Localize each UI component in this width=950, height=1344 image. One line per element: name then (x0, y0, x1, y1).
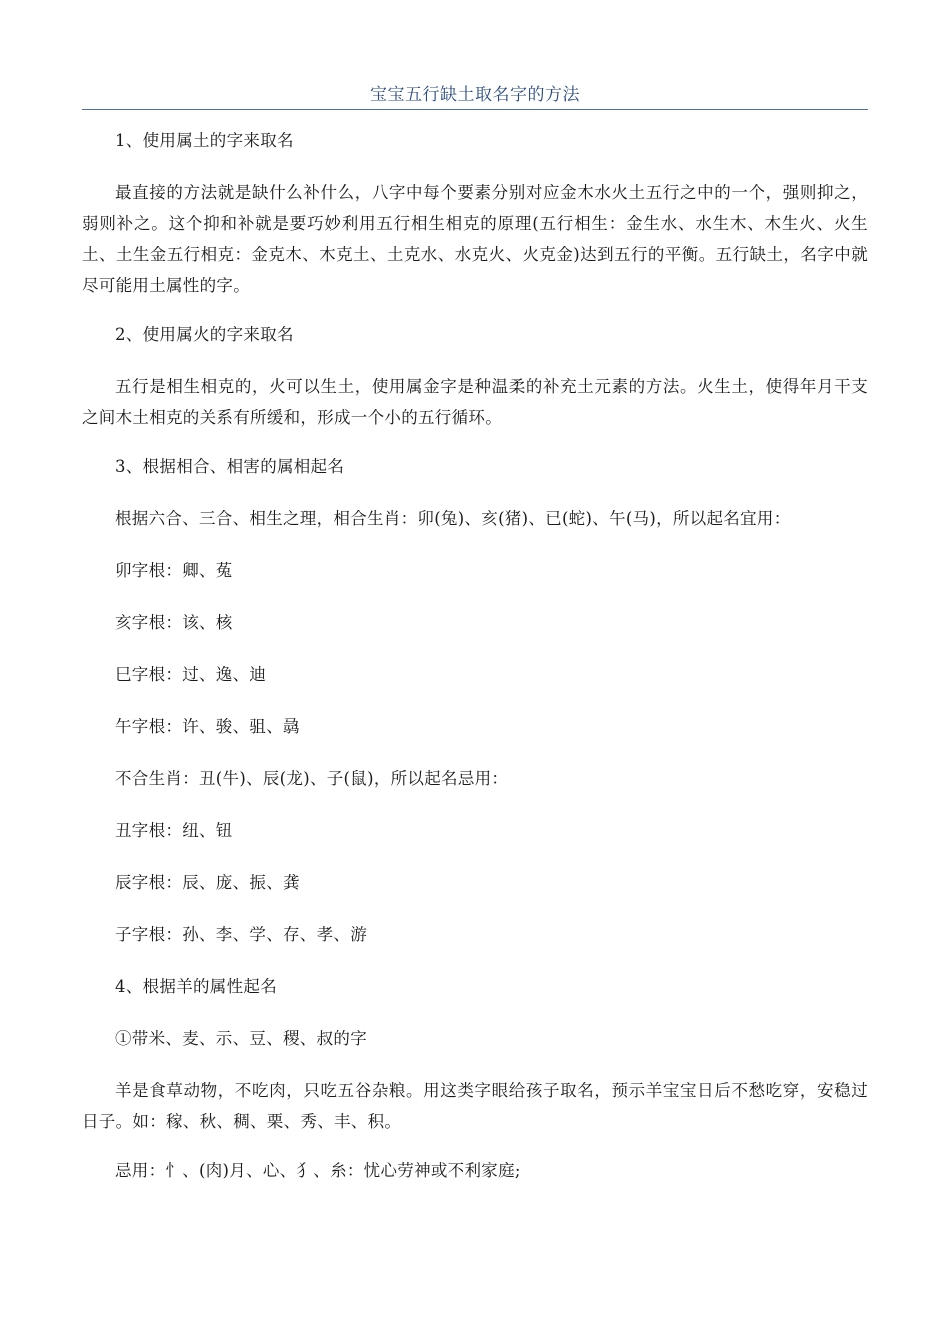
heading-4: 4、根据羊的属性起名 (115, 977, 277, 996)
title-divider (82, 109, 868, 110)
paragraph: 五行是相生相克的，火可以生土，使用属金字是种温柔的补充土元素的方法。火生土，使得年月干支之间木土相克的关系有所缓和，形成一个小的五行循环。 (82, 377, 868, 427)
list-item: 巳字根：过、逸、迪 (115, 665, 267, 684)
sub-heading: ①带米、麦、示、豆、稷、叔的字 (115, 1029, 367, 1048)
heading-3: 3、根据相合、相害的属相起名 (115, 457, 345, 476)
list-item: 午字根：许、骏、驵、骉 (115, 717, 300, 736)
paragraph: 羊是食草动物，不吃肉，只吃五谷杂粮。用这类字眼给孩子取名，预示羊宝宝日后不愁吃穿，安稳过日子。如：稼、秋、稠、栗、秀、丰、积。 (82, 1081, 868, 1131)
paragraph: 忌用：忄、(肉)月、心、犭、糸：忧心劳神或不利家庭; (115, 1161, 521, 1180)
list-item: 子字根：孙、李、学、存、孝、游 (115, 925, 367, 944)
list-item: 卯字根：卿、菟 (115, 561, 233, 580)
paragraph: 最直接的方法就是缺什么补什么，八字中每个要素分别对应金木水火土五行之中的一个，强则抑之，弱则补之。这个抑和补就是要巧妙利用五行相生相克的原理(五行相生：金生水、水生木、木生火、火生土、土生金五行相克：金克木、木克土、土克水、水克火、火克金)达到五行的平衡。五行缺土，名字中就尽可能用土属性的字。 (82, 183, 868, 295)
document-body (82, 125, 868, 1207)
paragraph: 根据六合、三合、相生之理，相合生肖：卯(兔)、亥(猪)、已(蛇)、午(马)，所以起名宜用： (115, 509, 791, 528)
paragraph: 不合生肖：丑(牛)、辰(龙)、子(鼠)，所以起名忌用： (115, 769, 509, 788)
list-item: 丑字根：纽、钮 (115, 821, 233, 840)
heading-2: 2、使用属火的字来取名 (115, 325, 294, 344)
heading-1: 1、使用属土的字来取名 (115, 131, 294, 150)
list-item: 亥字根：该、核 (115, 613, 233, 632)
list-item: 辰字根：辰、庞、振、龚 (115, 873, 300, 892)
document-title: 宝宝五行缺土取名字的方法 (370, 85, 580, 105)
